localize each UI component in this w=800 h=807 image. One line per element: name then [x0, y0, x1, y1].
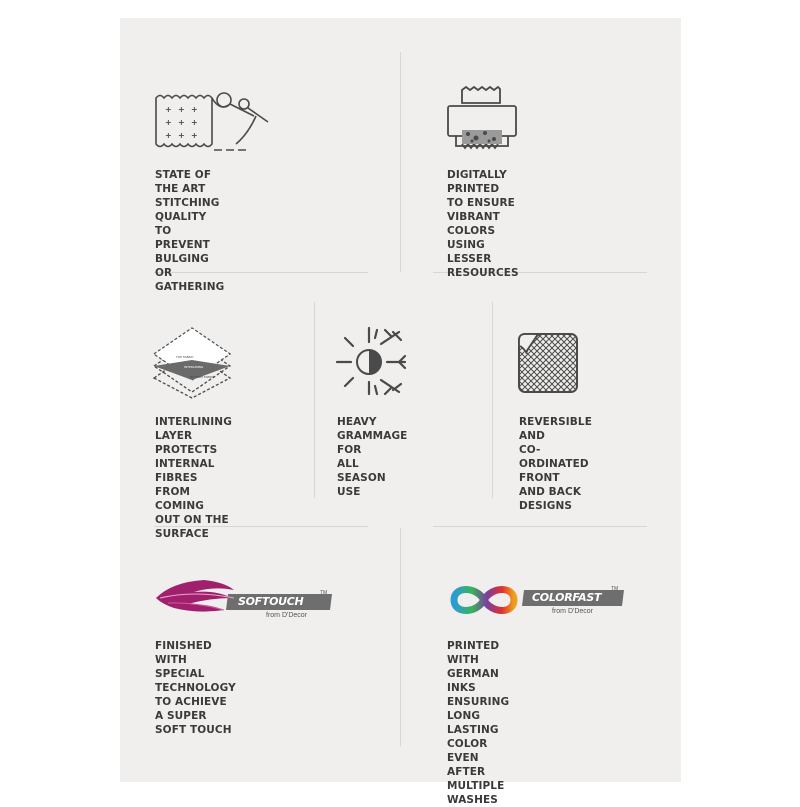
svg-text:+: +: [165, 131, 172, 140]
caption-colorfast: PRINTED WITH GERMAN INKS ENSURING LONG LASTING COLOR EVEN AFTER MULTIPLE WASHES: [447, 640, 510, 806]
caption-softouch: FINISHED WITH SPECIAL TECHNOLOGY TO ACHIEVE A SUPER SOFT TOUCH: [155, 640, 236, 736]
fabric-printer-icon: [444, 86, 520, 158]
caption-stitching: STATE OF THE ART STITCHING QUALITY TO PREVENT BULGING OR GATHERING: [155, 169, 225, 293]
layer-label-bottom: BOTTOM FABRIC: [190, 375, 215, 379]
reversible-fabric-icon: [516, 330, 582, 396]
caption-printing: DIGITALLY PRINTED TO ENSURE VIBRANT COLORS USING LESSER RESOURCES: [447, 169, 519, 279]
layer-label-middle: INTERLINING: [184, 365, 204, 369]
sun-snowflake-icon: [335, 324, 409, 396]
features-card: [120, 18, 681, 806]
divider-mid-left: [314, 302, 315, 498]
softouch-tm: TM: [320, 590, 328, 596]
fabric-layers-icon: [152, 320, 234, 400]
svg-text:+: +: [165, 118, 172, 127]
colorfast-wordmark: COLORFAST: [532, 591, 602, 604]
svg-text:+: +: [178, 131, 185, 140]
softouch-logo: [154, 576, 334, 626]
svg-text:+: +: [191, 131, 198, 140]
svg-text:+: +: [178, 105, 185, 114]
svg-text:+: +: [165, 105, 172, 114]
svg-text:+: +: [191, 105, 198, 114]
softouch-wordmark: SOFTOUCH: [238, 595, 304, 608]
caption-reversible: REVERSIBLE AND CO-ORDINATED FRONT AND BACK DESIGNS: [519, 416, 592, 512]
svg-text:+: +: [191, 118, 198, 127]
caption-grammage: HEAVY GRAMMAGE FOR ALL SEASON USE: [337, 416, 408, 498]
svg-text:+: +: [178, 118, 185, 127]
softouch-subtitle: from D'Decor: [266, 612, 308, 619]
layer-label-top: TOP FABRIC: [176, 355, 194, 359]
colorfast-logo: [448, 578, 628, 622]
caption-interlining: INTERLINING LAYER PROTECTS INTERNAL FIBRES FROM COMING OUT ON THE SURFACE: [155, 416, 232, 540]
divider-bottom-right: [433, 526, 647, 527]
divider-mid-right: [492, 302, 493, 498]
needle-and-fabric-icon: [152, 90, 272, 156]
divider-bottom-vertical: [400, 528, 401, 746]
divider-top-vertical: [400, 52, 401, 272]
colorfast-tm: TM: [611, 586, 619, 592]
colorfast-subtitle: from D'Decor: [552, 608, 594, 615]
